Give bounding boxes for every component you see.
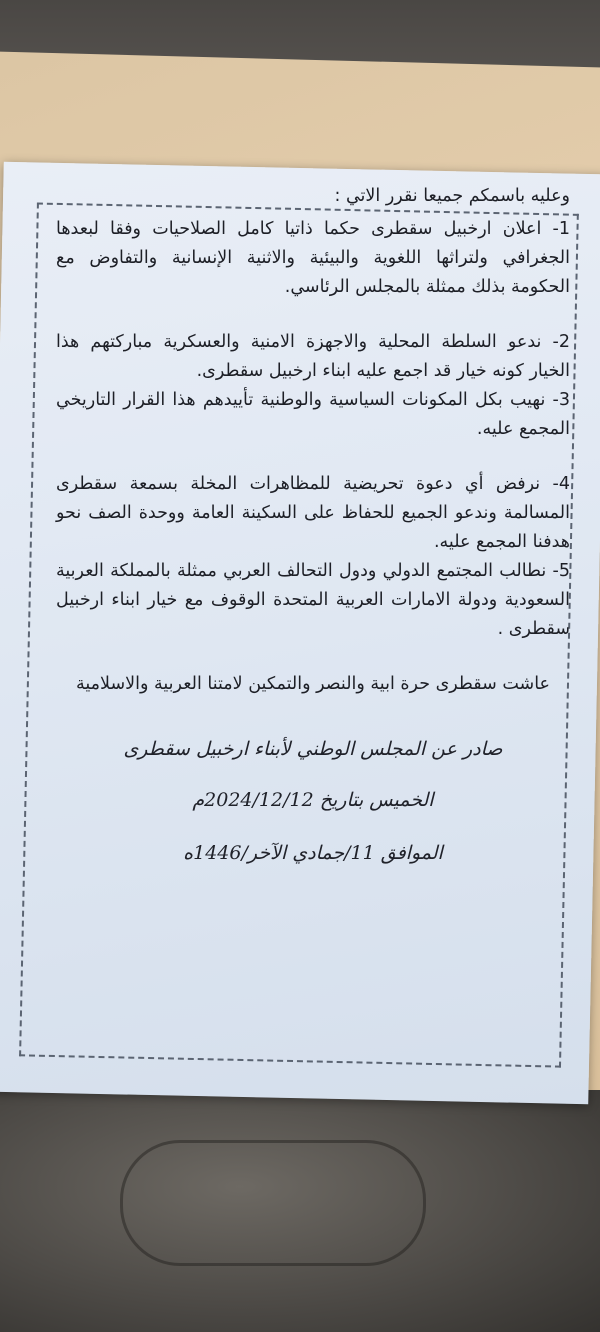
resolution-item-3: 3- نهيب بكل المكونات السياسية والوطنية تأييدهم هذا القرار التاريخي المجمع عليه. bbox=[56, 390, 570, 439]
intro-line: وعليه باسمكم جميعا نقرر الاتي : bbox=[334, 186, 570, 206]
signature-date-gregorian: الخميس بتاريخ 2024/12/12م bbox=[192, 789, 434, 811]
seat-seam bbox=[120, 1140, 426, 1266]
signature-date-hijri: الموافق 11/جمادي الآخر/1446ه bbox=[183, 842, 443, 864]
closing-statement: عاشت سقطرى حرة ابية والنصر والتمكين لامتنا العربية والاسلامية bbox=[76, 674, 550, 694]
signature-issuer: صادر عن المجلس الوطني لأبناء ارخبيل سقطرى bbox=[123, 738, 503, 760]
resolution-item-2: 2- ندعو السلطة المحلية والاجهزة الامنية والعسكرية مباركتهم هذا الخيار كونه خيار قد اجمع عليه ابناء ارخبيل سقطرى. bbox=[56, 332, 570, 381]
document-body bbox=[56, 182, 570, 868]
resolution-item-5: 5- نطالب المجتمع الدولي ودول التحالف العربي ممثلة بالمملكة العربية السعودية ودولة الامارات العربية المتحدة الوقوف مع خيار ابناء ارخبيل سقطرى . bbox=[56, 561, 570, 639]
resolution-item-1: 1- اعلان ارخبيل سقطرى حكما ذاتيا كامل الصلاحيات وفقا لبعدها الجغرافي ولتراثها اللغوية والبيئية والاثنية الإنسانية والتفاوض مع الحكومة بذلك ممثلة بالمجلس الرئاسي. bbox=[56, 219, 570, 297]
resolution-item-4: 4- نرفض أي دعوة تحريضية للمظاهرات المخلة بسمعة سقطرى المسالمة وندعو الجميع للحفاظ على السكينة العامة ووحدة الصف نحو هدفنا المجمع عليه. bbox=[56, 474, 570, 552]
